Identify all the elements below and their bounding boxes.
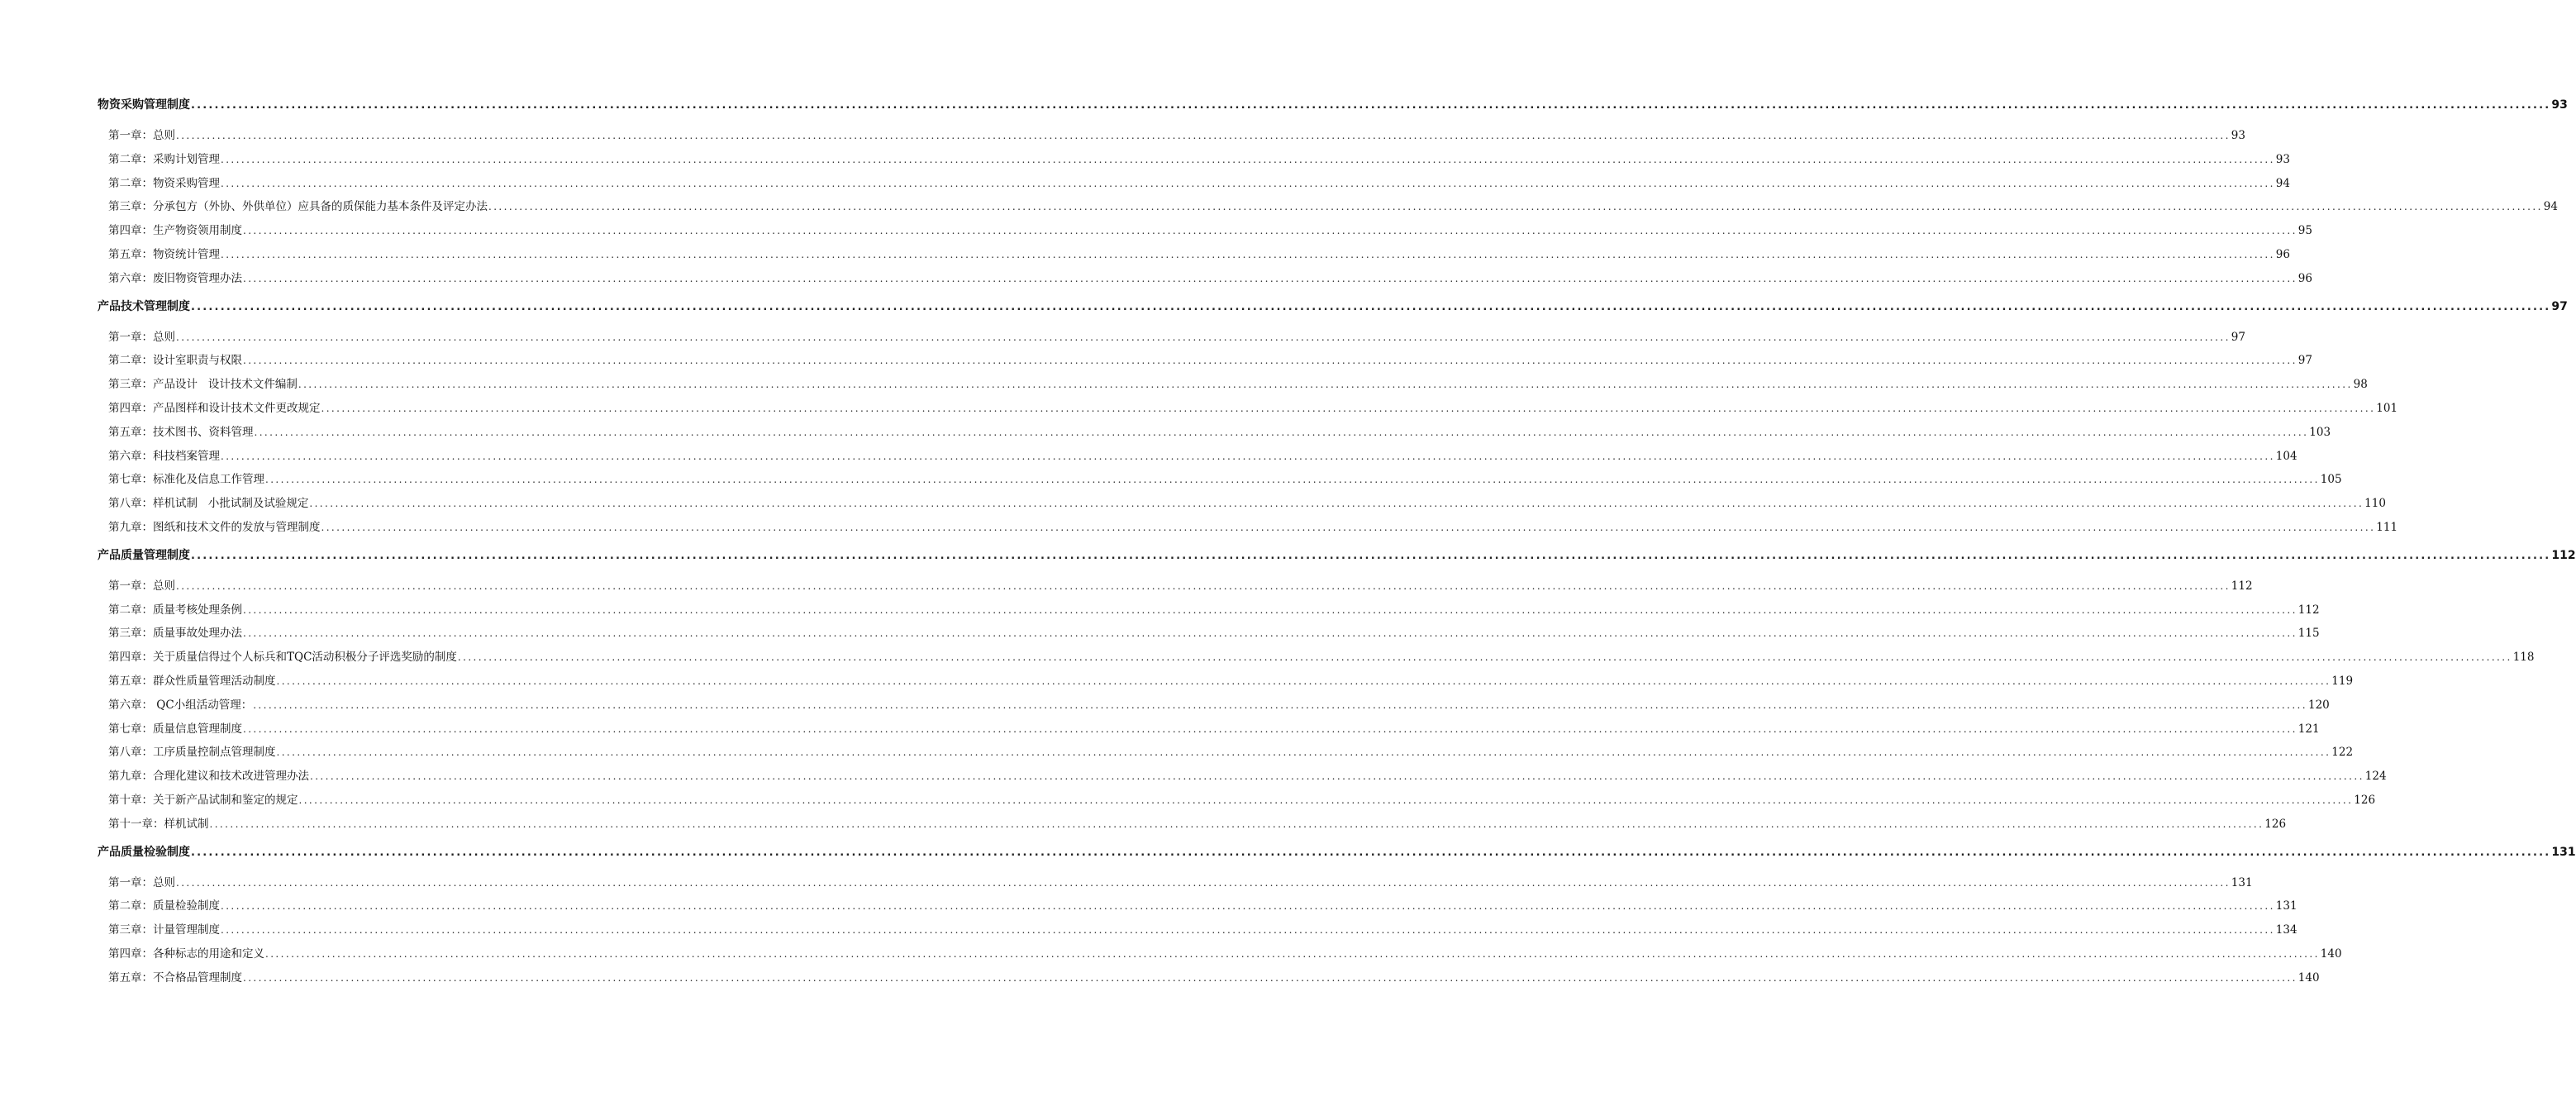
chapter-label: 第十一章： [108, 817, 164, 831]
dot-leader: ................................................................................................................................................................................................................................................................................................................................................................................................................ [309, 498, 2364, 510]
toc-entry[interactable] [108, 694, 2330, 718]
chapter-title: 采购计划管理 [153, 152, 220, 166]
toc-entry[interactable] [108, 243, 2290, 267]
chapter-page-number: 101 [2376, 401, 2398, 415]
chapter-page-number: 140 [2297, 970, 2320, 985]
chapter-page-number: 94 [2543, 200, 2558, 214]
toc-entry[interactable] [108, 492, 2386, 516]
chapter-title: 产品图样和设计技术文件更改规定 [153, 401, 321, 415]
dot-leader: ................................................................................................................................................................................................................................................................................................................................................................................................................ [176, 130, 2231, 141]
chapter-label: 第一章： [108, 330, 153, 344]
chapter-page-number: 110 [2364, 497, 2386, 511]
chapter-title: 合理化建议和技术改进管理办法 [153, 770, 309, 784]
chapter-title: 群众性质量管理活动制度 [153, 674, 276, 688]
chapter-label: 第三章： [108, 378, 153, 392]
chapter-page-number: 131 [2231, 875, 2253, 889]
toc-section-heading[interactable] [98, 545, 2576, 566]
chapter-title: 物资统计管理 [153, 247, 220, 261]
dot-leader: ................................................................................................................................................................................................................................................................................................................................................................................................................ [321, 402, 2376, 414]
toc-entry[interactable] [108, 516, 2398, 540]
chapter-page-number: 97 [2231, 330, 2245, 344]
section-page-number: 112 [2551, 548, 2576, 562]
chapter-title: 设计室职责与权限 [153, 354, 242, 368]
dot-leader: ................................................................................................................................................................................................................................................................................................................................................................................................................ [243, 225, 2297, 237]
chapter-page-number: 104 [2275, 449, 2297, 463]
dot-leader: ................................................................................................................................................................................................................................................................................................................................................................................................................ [191, 549, 2551, 562]
chapter-title: 废旧物资管理办法 [153, 271, 242, 285]
toc-entry[interactable] [108, 741, 2354, 765]
chapter-label: 第五章： [108, 247, 153, 261]
chapter-title: 样机试制 [164, 817, 209, 831]
chapter-title: 总则 [153, 129, 175, 142]
chapter-title: 图纸和技术文件的发放与管理制度 [153, 520, 321, 534]
dot-leader: ................................................................................................................................................................................................................................................................................................................................................................................................................ [457, 651, 2512, 664]
chapter-title: 质量事故处理办法 [153, 627, 242, 641]
toc-entry[interactable] [108, 765, 2387, 789]
chapter-page-number: 93 [2275, 152, 2290, 166]
dot-leader: ................................................................................................................................................................................................................................................................................................................................................................................................................ [191, 300, 2551, 313]
toc-entry[interactable] [108, 124, 2245, 148]
toc-entry[interactable] [108, 421, 2331, 445]
toc-entry[interactable] [108, 349, 2312, 373]
toc-entry[interactable] [108, 148, 2290, 172]
dot-leader: ................................................................................................................................................................................................................................................................................................................................................................................................................ [276, 746, 2331, 759]
chapter-page-number: 112 [2297, 603, 2320, 617]
chapter-label: 第五章： [108, 674, 153, 688]
chapter-title: 计量管理制度 [153, 923, 220, 937]
chapter-page-number: 119 [2331, 674, 2354, 688]
toc-section [98, 296, 2568, 540]
toc-entry[interactable] [108, 468, 2342, 492]
chapter-page-number: 97 [2297, 354, 2312, 368]
chapter-page-number: 121 [2297, 722, 2320, 736]
chapter-page-number: 131 [2275, 899, 2297, 913]
toc-entry[interactable] [108, 195, 2558, 219]
chapter-page-number: 126 [2354, 793, 2376, 807]
chapter-page-number: 126 [2264, 817, 2287, 831]
toc-entry[interactable] [108, 670, 2354, 694]
chapter-title: 总则 [153, 579, 175, 593]
table-of-contents [98, 94, 2576, 995]
chapter-title: 生产物资领用制度 [153, 224, 242, 238]
toc-entry[interactable] [108, 598, 2320, 622]
section-page-number: 93 [2551, 98, 2568, 112]
chapter-label: 第五章： [108, 970, 153, 985]
section-title: 产品质量管理制度 [98, 548, 190, 562]
chapter-page-number: 120 [2307, 698, 2330, 712]
chapter-title: 各种标志的用途和定义 [153, 946, 264, 961]
chapter-title: 分承包方（外协、外供单位）应具备的质保能力基本条件及评定办法 [153, 200, 488, 214]
dot-leader: ................................................................................................................................................................................................................................................................................................................................................................................................................ [176, 876, 2231, 889]
dot-leader: ................................................................................................................................................................................................................................................................................................................................................................................................................ [221, 177, 2275, 189]
chapter-label: 第九章： [108, 770, 153, 784]
dot-leader: ................................................................................................................................................................................................................................................................................................................................................................................................................ [221, 153, 2275, 165]
dot-leader: ................................................................................................................................................................................................................................................................................................................................................................................................................ [243, 603, 2297, 616]
section-page-number: 131 [2551, 845, 2576, 859]
chapter-page-number: 122 [2331, 746, 2354, 760]
chapter-title: 质量考核处理条例 [153, 603, 242, 617]
toc-section [98, 94, 2568, 291]
dot-leader: ................................................................................................................................................................................................................................................................................................................................................................................................................ [176, 579, 2231, 592]
dot-leader: ................................................................................................................................................................................................................................................................................................................................................................................................................ [221, 900, 2275, 913]
dot-leader: ................................................................................................................................................................................................................................................................................................................................................................................................................ [243, 722, 2297, 735]
dot-leader: ................................................................................................................................................................................................................................................................................................................................................................................................................ [321, 521, 2376, 533]
dot-leader: ................................................................................................................................................................................................................................................................................................................................................................................................................ [221, 924, 2275, 937]
toc-entry[interactable] [108, 397, 2398, 421]
dot-leader: ................................................................................................................................................................................................................................................................................................................................................................................................................ [243, 355, 2297, 367]
chapter-page-number: 111 [2376, 520, 2398, 534]
toc-section-heading[interactable] [98, 296, 2568, 317]
dot-leader: ................................................................................................................................................................................................................................................................................................................................................................................................................ [298, 379, 2353, 391]
chapter-label: 第十章： [108, 793, 153, 807]
chapter-title: 标准化及信息工作管理 [153, 473, 264, 487]
dot-leader: ................................................................................................................................................................................................................................................................................................................................................................................................................ [243, 627, 2297, 640]
toc-entry[interactable] [108, 326, 2245, 350]
toc-entry[interactable] [108, 622, 2320, 646]
chapter-page-number: 105 [2320, 473, 2342, 487]
chapter-page-number: 94 [2275, 176, 2290, 190]
chapter-label: 第二章： [108, 603, 153, 617]
section-page-number: 97 [2551, 299, 2568, 313]
chapter-title: 质量检验制度 [153, 899, 220, 913]
chapter-page-number: 112 [2231, 579, 2253, 593]
chapter-page-number: 103 [2309, 425, 2331, 439]
toc-entry[interactable] [108, 267, 2312, 291]
dot-leader: ................................................................................................................................................................................................................................................................................................................................................................................................................ [298, 794, 2354, 806]
dot-leader: ................................................................................................................................................................................................................................................................................................................................................................................................................ [265, 474, 2320, 486]
chapter-label: 第七章： [108, 722, 153, 736]
dot-leader: ................................................................................................................................................................................................................................................................................................................................................................................................................ [310, 770, 2364, 783]
dot-leader: ................................................................................................................................................................................................................................................................................................................................................................................................................ [243, 971, 2297, 984]
chapter-label: 第二章： [108, 176, 153, 190]
chapter-label: 第四章： [108, 946, 153, 961]
toc-entry[interactable] [108, 813, 2287, 837]
chapter-label: 第八章： [108, 746, 153, 760]
chapter-label: 第四章： [108, 224, 153, 238]
chapter-page-number: 140 [2320, 946, 2342, 961]
dot-leader: ................................................................................................................................................................................................................................................................................................................................................................................................................ [221, 248, 2275, 260]
chapter-page-number: 93 [2231, 129, 2245, 142]
chapter-title: 样机试制 小批试制及试验规定 [153, 497, 309, 511]
toc-section [98, 842, 2576, 990]
toc-section-heading[interactable] [98, 842, 2576, 863]
toc-entry[interactable] [108, 942, 2342, 966]
chapter-label: 第三章： [108, 200, 153, 214]
toc-entry[interactable] [108, 219, 2312, 243]
chapter-label: 第一章： [108, 875, 153, 889]
dot-leader: ................................................................................................................................................................................................................................................................................................................................................................................................................ [191, 99, 2551, 112]
chapter-page-number: 98 [2353, 378, 2368, 392]
dot-leader: ................................................................................................................................................................................................................................................................................................................................................................................................................ [488, 201, 2543, 213]
dot-leader: ................................................................................................................................................................................................................................................................................................................................................................................................................ [276, 675, 2331, 687]
chapter-label: 第一章： [108, 579, 153, 593]
chapter-label: 第四章： [108, 401, 153, 415]
chapter-title: 不合格品管理制度 [153, 970, 242, 985]
chapter-page-number: 95 [2297, 224, 2312, 238]
chapter-label: 第五章： [108, 425, 153, 439]
chapter-title: 质量信息管理制度 [153, 722, 242, 736]
chapter-title: 关于新产品试制和鉴定的规定 [153, 793, 298, 807]
dot-leader: ................................................................................................................................................................................................................................................................................................................................................................................................................ [253, 699, 2307, 711]
chapter-title: 产品设计 设计技术文件编制 [153, 378, 298, 392]
chapter-title: 技术图书、资料管理 [153, 425, 254, 439]
chapter-title: 总则 [153, 330, 175, 344]
chapter-page-number: 96 [2297, 271, 2312, 285]
section-title: 物资采购管理制度 [98, 98, 190, 112]
chapter-label: 第六章： [108, 698, 153, 712]
chapter-label: 第二章： [108, 899, 153, 913]
chapter-title: 工序质量控制点管理制度 [153, 746, 276, 760]
toc-section [98, 545, 2576, 837]
toc-entry[interactable] [108, 718, 2320, 741]
chapter-label: 第七章： [108, 473, 153, 487]
dot-leader: ................................................................................................................................................................................................................................................................................................................................................................................................................ [243, 272, 2297, 284]
chapter-page-number: 124 [2364, 770, 2387, 784]
dot-leader: ................................................................................................................................................................................................................................................................................................................................................................................................................ [176, 331, 2231, 343]
chapter-label: 第六章： [108, 271, 153, 285]
toc-entry[interactable] [108, 575, 2253, 598]
toc-entry[interactable] [108, 172, 2290, 196]
chapter-label: 第三章： [108, 923, 153, 937]
chapter-page-number: 96 [2275, 247, 2290, 261]
toc-entry[interactable] [108, 966, 2320, 990]
toc-entry[interactable] [108, 871, 2253, 895]
dot-leader: ................................................................................................................................................................................................................................................................................................................................................................................................................ [254, 426, 2309, 438]
toc-entry[interactable] [108, 918, 2297, 942]
chapter-label: 第八章： [108, 497, 153, 511]
toc-entry[interactable] [108, 445, 2297, 469]
chapter-label: 第二章： [108, 152, 153, 166]
dot-leader: ................................................................................................................................................................................................................................................................................................................................................................................................................ [221, 450, 2275, 462]
chapter-page-number: 118 [2512, 651, 2535, 665]
chapter-page-number: 115 [2297, 627, 2320, 641]
chapter-label: 第九章： [108, 520, 153, 534]
chapter-label: 第一章： [108, 129, 153, 142]
chapter-title: 关于质量信得过个人标兵和TQC活动积极分子评选奖励的制度 [153, 651, 457, 665]
dot-leader: ................................................................................................................................................................................................................................................................................................................................................................................................................ [265, 947, 2320, 960]
toc-entry[interactable] [108, 894, 2297, 918]
chapter-label: 第二章： [108, 354, 153, 368]
toc-section-heading[interactable] [98, 94, 2568, 116]
chapter-title: 物资采购管理 [153, 176, 220, 190]
toc-entry[interactable] [108, 373, 2368, 397]
chapter-title: QC小组活动管理： [153, 698, 253, 712]
chapter-label: 第六章： [108, 449, 153, 463]
chapter-title: 总则 [153, 875, 175, 889]
toc-entry[interactable] [108, 789, 2376, 813]
section-title: 产品技术管理制度 [98, 299, 190, 313]
dot-leader: ................................................................................................................................................................................................................................................................................................................................................................................................................ [209, 818, 2264, 830]
toc-entry[interactable] [108, 646, 2535, 670]
chapter-label: 第四章： [108, 651, 153, 665]
dot-leader: ................................................................................................................................................................................................................................................................................................................................................................................................................ [191, 846, 2551, 859]
section-title: 产品质量检验制度 [98, 845, 190, 859]
chapter-label: 第三章： [108, 627, 153, 641]
chapter-title: 科技档案管理 [153, 449, 220, 463]
chapter-page-number: 134 [2275, 923, 2297, 937]
